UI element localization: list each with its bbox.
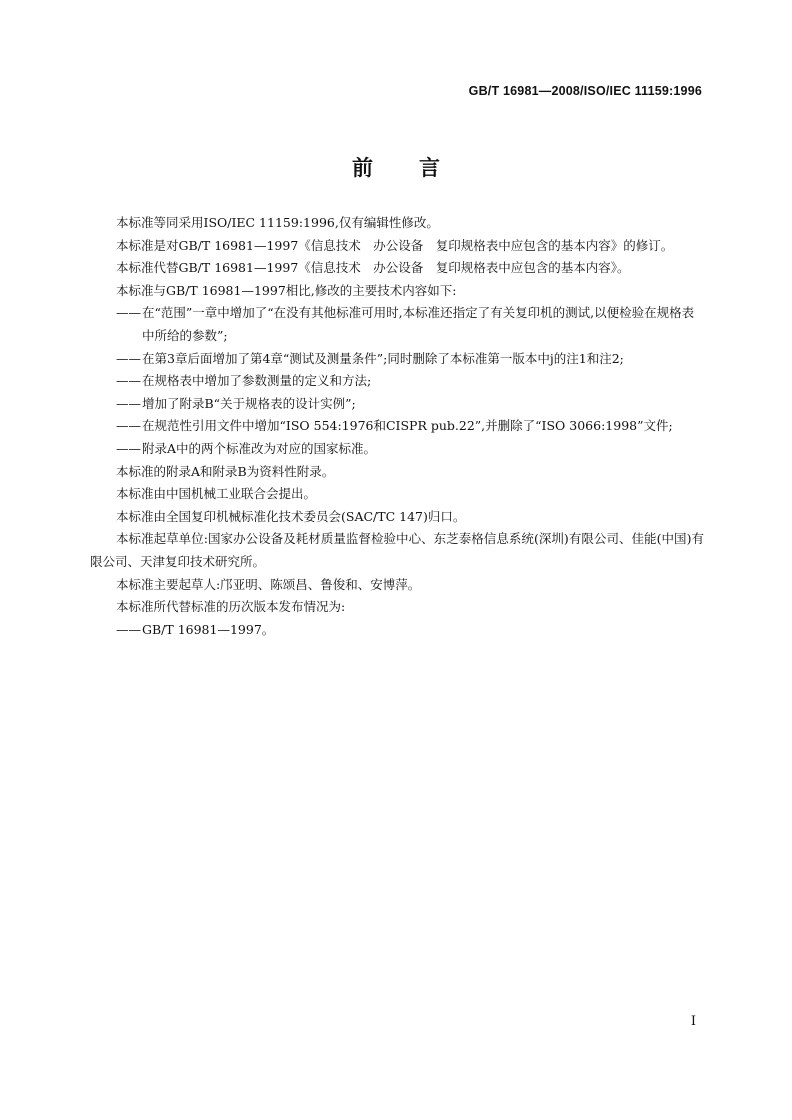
page-title [0, 152, 792, 182]
change-item-text: 附录A中的两个标准改为对应的国家标准。 [142, 440, 377, 456]
paragraph-revision: 本标准是对GB/T 16981—1997《信息技术 办公设备 复印规格表中应包含的基本内容》的修订。 [116, 237, 674, 253]
title-char-2: 言 [419, 156, 440, 180]
paragraph-proposed-by: 本标准由中国机械工业联合会提出。 [116, 486, 317, 502]
foreword-body [90, 212, 704, 641]
paragraph-replaces: 本标准代替GB/T 16981—1997《信息技术 办公设备 复印规格表中应包含的基本内容》。 [116, 260, 630, 276]
list-item [90, 302, 704, 347]
dash-marker: —— [116, 350, 141, 366]
change-item-text: 在“范围”一章中增加了“在没有其他标准可用时,本标准还指定了有关复印机的测试,以便检验在规格表中所给的参数”; [142, 305, 695, 343]
paragraph-drafting-units: 本标准起草单位:国家办公设备及耗材质量监督检验中心、东芝泰格信息系统(深圳)有限公司、佳能(中国)有限公司、天津复印技术研究所。 [90, 531, 704, 569]
change-item-text: 在规范性引用文件中增加“ISO 554:1976和CISPR pub.22”,并删除了“ISO 3066:1998”文件; [142, 418, 673, 434]
title-char-1: 前 [352, 156, 373, 180]
list-item [90, 348, 704, 371]
change-item-text: 增加了附录B“关于规格表的设计实例”; [142, 395, 356, 411]
change-item-text: 在第3章后面增加了第4章“测试及测量条件”;同时删除了本标准第一版本中j的注1和注2; [142, 350, 624, 366]
paragraph-history-intro: 本标准所代替标准的历次版本发布情况为: [116, 599, 346, 615]
paragraph-annexes: 本标准的附录A和附录B为资料性附录。 [116, 463, 335, 479]
list-item [90, 393, 704, 416]
change-item-text: 在规格表中增加了参数测量的定义和方法; [142, 373, 372, 389]
paragraph-under-jurisdiction: 本标准由全国复印机械标准化技术委员会(SAC/TC 147)归口。 [116, 508, 466, 524]
paragraph-adoption: 本标准等同采用ISO/IEC 11159:1996,仅有编辑性修改。 [116, 215, 439, 230]
paragraph-changes-intro: 本标准与GB/T 16981—1997相比,修改的主要技术内容如下: [116, 282, 457, 298]
history-item-text: GB/T 16981—1997。 [142, 621, 275, 637]
list-item [90, 438, 704, 461]
list-item [90, 370, 704, 393]
page-number: I [690, 1014, 696, 1029]
dash-marker: —— [116, 395, 141, 411]
standard-code-header: GB/T 16981—2008/ISO/IEC 11159:1996 [468, 84, 702, 98]
list-item [90, 415, 704, 438]
dash-marker: —— [116, 621, 141, 637]
dash-marker: —— [116, 305, 141, 321]
dash-marker: —— [116, 418, 141, 434]
dash-marker: —— [116, 373, 141, 389]
dash-marker: —— [116, 440, 141, 456]
list-item [90, 619, 704, 642]
paragraph-drafters: 本标准主要起草人:邝亚明、陈颂昌、鲁俊和、安博萍。 [116, 576, 421, 592]
